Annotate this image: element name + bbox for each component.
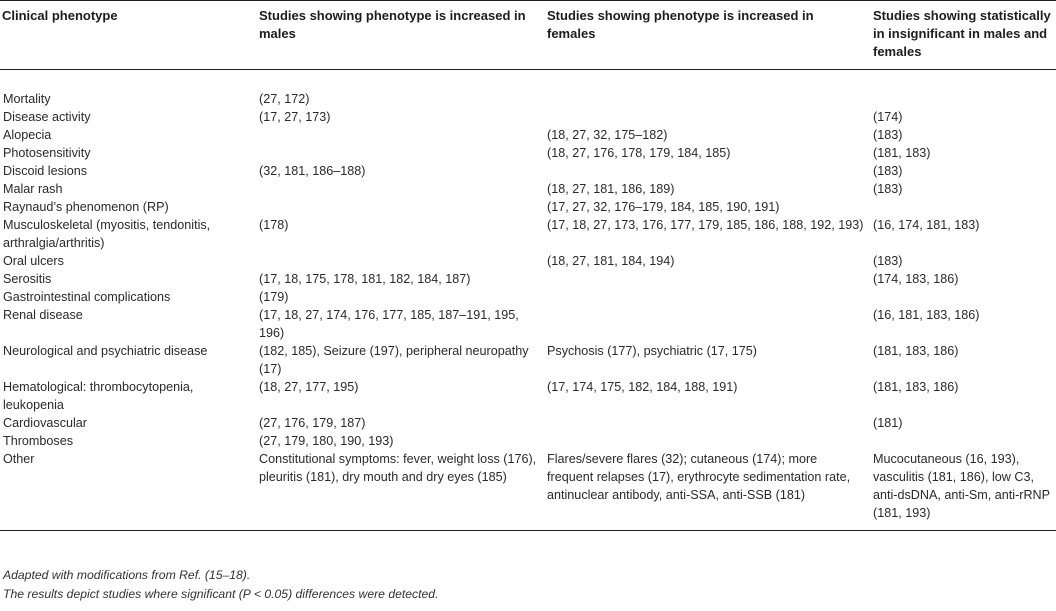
males-cell: (27, 179, 180, 190, 193)	[259, 434, 394, 448]
table-row	[0, 270, 1056, 288]
phenotype-cell: Raynaud’s phenomenon (RP)	[3, 200, 169, 214]
insignificant-cell	[869, 288, 1056, 306]
table-header	[0, 1, 1056, 70]
females-cell: Flares/severe flares (32); cutaneous (174); more frequent relapses (17), erythrocyte sedimentation rate, antinuclear antibody, anti-SSA, anti-SSB (181)	[543, 450, 869, 531]
header-insignificant: Studies showing statistically in insignificant in males and females	[869, 1, 1056, 70]
header-clinical-phenotype: Clinical phenotype	[0, 1, 255, 70]
insignificant-cell: Mucocutaneous (16, 193), vasculitis (181, 186), low C3, anti-dsDNA, anti-Sm, anti-rRNP (181, 193)	[869, 450, 1056, 531]
phenotype-cell: Neurological and psychiatric disease	[3, 344, 208, 358]
insignificant-cell: (181, 183, 186)	[873, 380, 959, 394]
table-row	[0, 414, 1056, 432]
females-cell: Psychosis (177), psychiatric (17, 175)	[547, 344, 757, 358]
males-cell: (17, 18, 27, 174, 176, 177, 185, 187–191, 195, 196)	[259, 308, 519, 340]
females-cell	[543, 306, 869, 342]
males-cell: (27, 176, 179, 187)	[259, 416, 366, 430]
phenotype-cell: Hematological: thrombocytopenia, leukopenia	[3, 380, 194, 412]
phenotype-cell: Malar rash	[3, 182, 63, 196]
males-cell	[255, 252, 543, 270]
table-row	[0, 450, 1056, 531]
table-row	[0, 90, 1056, 108]
insignificant-cell	[869, 432, 1056, 450]
table-row	[0, 288, 1056, 306]
phenotype-cell: Photosensitivity	[3, 146, 91, 160]
phenotype-cell: Renal disease	[3, 308, 83, 322]
insignificant-cell: (174)	[873, 110, 903, 124]
table-row	[0, 144, 1056, 162]
females-cell: (17, 27, 32, 176–179, 184, 185, 190, 191)	[547, 200, 780, 214]
note-significance: The results depict studies where significant (P < 0.05) differences were detected.	[3, 587, 439, 601]
phenotype-cell: Musculoskeletal (myositis, tendonitis, arthralgia/arthritis)	[3, 218, 211, 250]
table-row	[0, 306, 1056, 342]
females-cell: (18, 27, 181, 184, 194)	[547, 254, 675, 268]
phenotype-cell: Disease activity	[3, 110, 91, 124]
insignificant-cell: (181)	[873, 416, 903, 430]
phenotype-cell: Thromboses	[3, 434, 73, 448]
males-cell: (179)	[259, 290, 289, 304]
males-cell: (178)	[259, 218, 289, 232]
phenotype-cell: Cardiovascular	[3, 416, 87, 430]
insignificant-cell: (16, 174, 181, 183)	[873, 218, 980, 232]
table-body	[0, 70, 1056, 531]
header-increased-females: Studies showing phenotype is increased in females	[543, 1, 869, 70]
table-row	[0, 252, 1056, 270]
insignificant-cell: (16, 181, 183, 186)	[873, 308, 980, 322]
phenotype-cell: Gastrointestinal complications	[3, 290, 171, 304]
females-cell	[543, 108, 869, 126]
phenotype-cell: Alopecia	[3, 128, 52, 142]
insignificant-cell: (183)	[873, 182, 903, 196]
females-cell	[543, 414, 869, 432]
phenotype-cell: Other	[0, 450, 255, 531]
insignificant-cell	[869, 90, 1056, 108]
insignificant-cell: (181, 183, 186)	[873, 344, 959, 358]
males-cell: (17, 27, 173)	[259, 110, 331, 124]
phenotype-cell: Serositis	[3, 272, 52, 286]
males-cell	[255, 180, 543, 198]
males-cell: (27, 172)	[259, 92, 310, 106]
males-cell: (18, 27, 177, 195)	[259, 380, 359, 394]
table-notes	[3, 566, 438, 604]
insignificant-cell: (183)	[873, 254, 903, 268]
males-cell	[255, 144, 543, 162]
females-cell	[543, 270, 869, 288]
table-row	[0, 126, 1056, 144]
females-cell	[543, 288, 869, 306]
insignificant-cell: (181, 183)	[873, 146, 931, 160]
females-cell: (18, 27, 176, 178, 179, 184, 185)	[547, 146, 731, 160]
females-cell: (18, 27, 32, 175–182)	[547, 128, 668, 142]
table-row	[0, 162, 1056, 180]
insignificant-cell: (183)	[873, 128, 903, 142]
table-row	[0, 378, 1056, 414]
males-cell: Constitutional symptoms: fever, weight loss (176), pleuritis (181), dry mouth and dry eyes (185)	[255, 450, 543, 531]
males-cell: (32, 181, 186–188)	[259, 164, 366, 178]
males-cell: (182, 185), Seizure (197), peripheral neuropathy (17)	[259, 344, 529, 376]
table-row	[0, 198, 1056, 216]
insignificant-cell	[869, 198, 1056, 216]
insignificant-cell: (183)	[873, 164, 903, 178]
phenotype-cell: Mortality	[3, 92, 51, 106]
males-cell	[255, 198, 543, 216]
phenotype-cell: Discoid lesions	[3, 164, 87, 178]
header-increased-males: Studies showing phenotype is increased in males	[255, 1, 543, 70]
table-row	[0, 342, 1056, 378]
table-row	[0, 108, 1056, 126]
table-row	[0, 216, 1056, 252]
phenotype-cell: Oral ulcers	[3, 254, 64, 268]
females-cell: (17, 18, 27, 173, 176, 177, 179, 185, 186, 188, 192, 193)	[547, 218, 864, 232]
males-cell: (17, 18, 175, 178, 181, 182, 184, 187)	[259, 272, 471, 286]
females-cell: (18, 27, 181, 186, 189)	[547, 182, 675, 196]
females-cell	[543, 432, 869, 450]
note-adapted: Adapted with modifications from Ref. (15–18).	[3, 568, 251, 582]
males-cell	[255, 126, 543, 144]
females-cell	[543, 162, 869, 180]
table-row	[0, 180, 1056, 198]
table-row	[0, 432, 1056, 450]
insignificant-cell: (174, 183, 186)	[873, 272, 959, 286]
females-cell: (17, 174, 175, 182, 184, 188, 191)	[547, 380, 738, 394]
header-spacer	[0, 70, 1056, 91]
females-cell	[543, 90, 869, 108]
